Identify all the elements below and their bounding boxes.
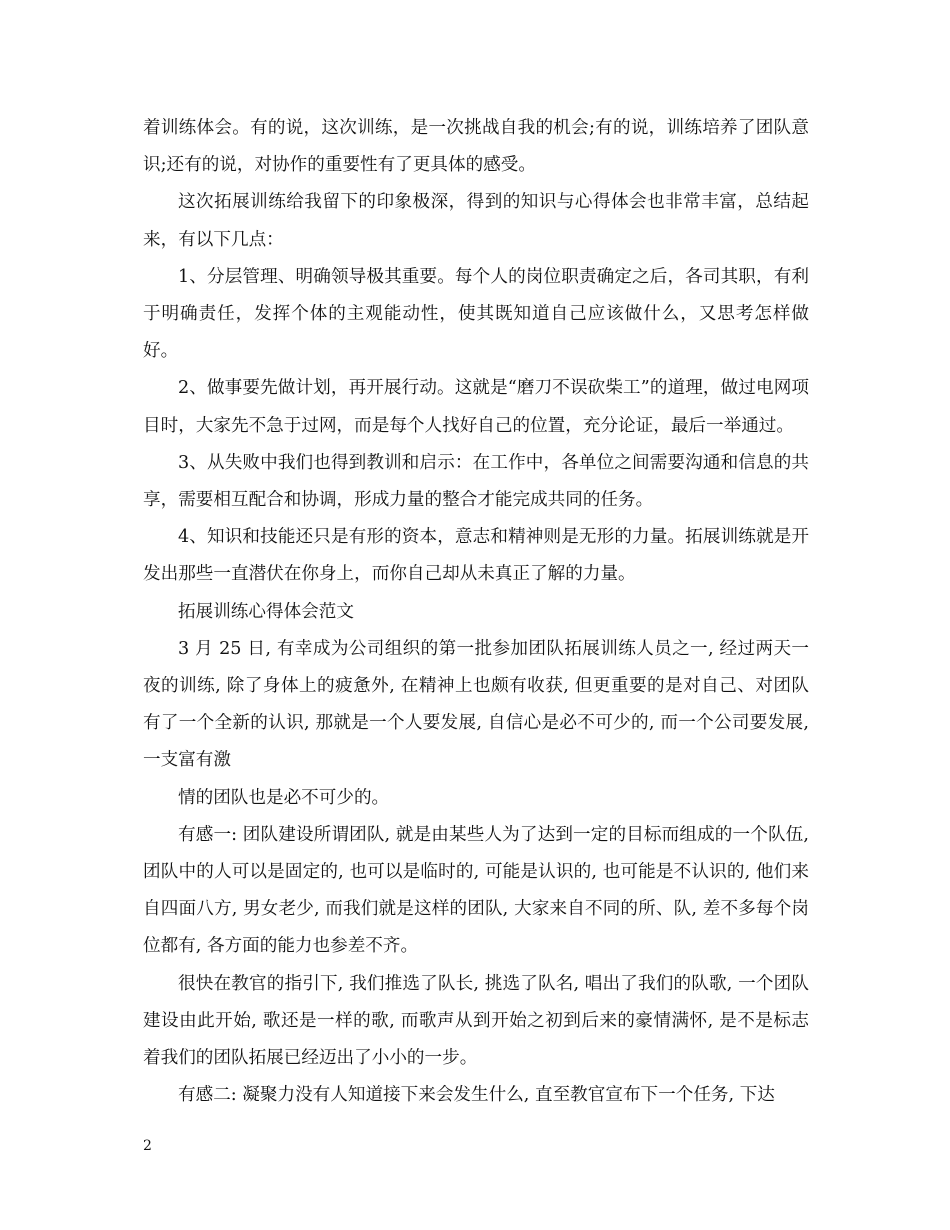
paragraph-3: 1、分层管理、明确领导极其重要。每个人的岗位职责确定之后，各司其职，有利于明确责任，发挥个体的主观能动性，使其既知道自己应该做什么，又思考怎样做好。 [143,266,809,362]
page-number: 2 [143,1138,152,1154]
paragraph-9: 情的团队也是必不可少的。 [178,787,390,808]
paragraph-11: 很快在教官的指引下, 我们推选了队长, 挑选了队名, 唱出了我们的队歌, 一个团队建设由此开始, 歌还是一样的歌, 而歌声从到开始之初到后来的豪情满怀, 是不是标志着我们的团队拓展已经迈出了小小的一步。 [143,973,809,1069]
paragraph-6: 4、知识和技能还只是有形的资本，意志和精神则是无形的力量。拓展训练就是开发出那些一直潜伏在你身上，而你自己却从未真正了解的力量。 [143,527,809,585]
paragraph-4: 2、做事要先做计划，再开展行动。这就是“磨刀不误砍柴工”的道理，做过电网项目时，大家先不急于过网，而是每个人找好自己的位置，充分论证，最后一举通过。 [143,378,809,436]
paragraph-10: 有感一: 团队建设所谓团队, 就是由某些人为了达到一定的目标而组成的一个队伍, 团队中的人可以是固定的, 也可以是临时的, 可能是认识的, 也可能是不认识的, 他们来自四面八方, 男女老少, 而我们就是这样的团队, 大家来自不同的所、队, 差不多每个岗位都有, 各方面的能力也参差不齐。 [143,824,809,957]
paragraph-12: 有感二: 凝聚力没有人知道接下来会发生什么, 直至教官宣布下一个任务, 下达 [178,1085,775,1106]
paragraph-1: 着训练体会。有的说，这次训练，是一次挑战自我的机会;有的说，训练培养了团队意识;还有的说，对协作的重要性有了更具体的感受。 [143,118,809,176]
document-body [143,110,809,1114]
section-heading: 拓展训练心得体会范文 [178,601,354,622]
paragraph-2: 这次拓展训练给我留下的印象极深，得到的知识与心得体会也非常丰富，总结起来，有以下几点： [143,192,809,250]
paragraph-8: 3 月 25 日, 有幸成为公司组织的第一批参加团队拓展训练人员之一, 经过两天一夜的训练, 除了身体上的疲惫外, 在精神上也颇有收获, 但更重要的是对自己、对团队有了一个全新的认识, 那就是一个人要发展, 自信心是必不可少的, 而一个公司要发展, 一支富有激 [143,638,809,771]
paragraph-5: 3、从失败中我们也得到教训和启示：在工作中，各单位之间需要沟通和信息的共享，需要相互配合和协调，形成力量的整合才能完成共同的任务。 [143,452,809,511]
